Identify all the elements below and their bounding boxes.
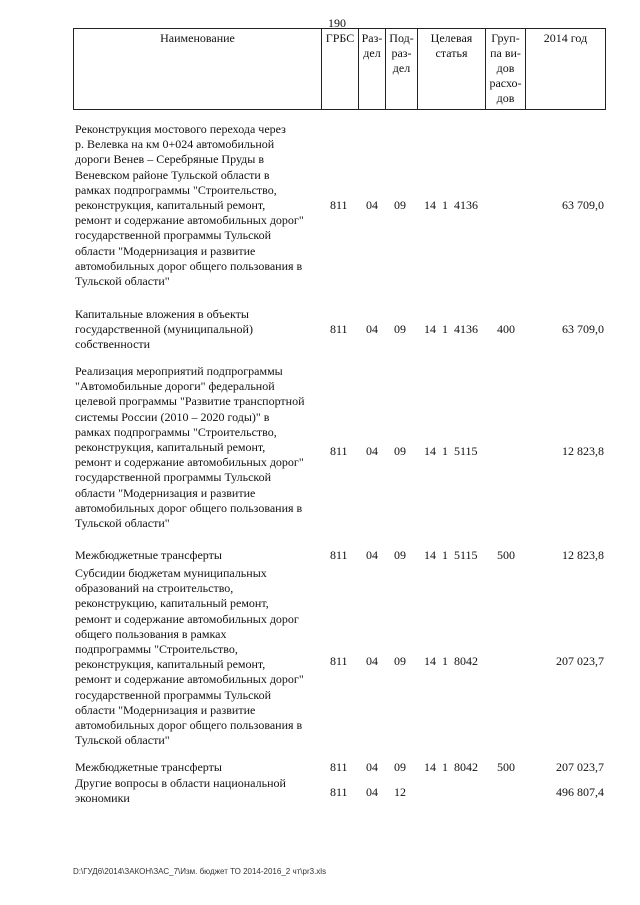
row-celevaya: 14 1 4136	[424, 322, 478, 336]
row-gruppa: 500	[497, 548, 515, 562]
row-grbs: 811	[330, 198, 348, 212]
row-gruppa: 400	[497, 322, 515, 336]
row-name: Капитальные вложения в объекты государственной (муниципальной) собственности	[75, 307, 253, 352]
row-name: Межбюджетные трансферты	[75, 548, 222, 562]
row-grbs: 811	[330, 548, 348, 562]
row-name: Реконструкция мостового перехода через р. Велевка на км 0+024 автомобильной дороги Венев – Серебряные Пруды в Веневском районе Тульской области в рамках подпрограммы "Строительство, реконструкция, капитальный ремонт, ремонт и содержание автомобильных дорог" государственной программы Тульской области "Модернизация и развитие автомобильных дорог общего пользования в Тульской области"	[75, 122, 304, 289]
row-celevaya: 14 1 5115	[424, 548, 478, 562]
header-celevaya: Целевая статья	[417, 28, 485, 110]
row-sum: 207 023,7	[556, 654, 604, 668]
header-year: 2014 год	[525, 28, 606, 110]
row-podrazdel: 12	[394, 785, 406, 799]
row-sum: 496 807,4	[556, 785, 604, 799]
row-razdel: 04	[366, 444, 378, 458]
header-razdel: Раз- дел	[358, 28, 385, 110]
row-sum: 12 823,8	[562, 548, 604, 562]
row-sum: 207 023,7	[556, 760, 604, 774]
row-celevaya: 14 1 4136	[424, 198, 478, 212]
row-podrazdel: 09	[394, 444, 406, 458]
page-number: 190	[328, 16, 346, 30]
row-razdel: 04	[366, 322, 378, 336]
row-name: Реализация мероприятий подпрограммы "Автомобильные дороги" федеральной целевой программы "Развитие транспортной системы России (2010 – 2020 годы)" в рамках подпрограммы "Строительство, реконструкция, капитальный ремонт, ремонт и содержание автомобильных дорог" государственной программы Тульской области "Модернизация и развитие автомобильных дорог общего пользования в Тульской области"	[75, 364, 305, 531]
row-razdel: 04	[366, 654, 378, 668]
row-podrazdel: 09	[394, 198, 406, 212]
row-razdel: 04	[366, 198, 378, 212]
row-sum: 63 709,0	[562, 322, 604, 336]
row-celevaya: 14 1 8042	[424, 760, 478, 774]
row-podrazdel: 09	[394, 654, 406, 668]
row-podrazdel: 09	[394, 322, 406, 336]
row-razdel: 04	[366, 785, 378, 799]
row-name: Межбюджетные трансферты	[75, 760, 222, 774]
row-grbs: 811	[330, 654, 348, 668]
header-podrazdel: Под- раз- дел	[385, 28, 417, 110]
row-celevaya: 14 1 8042	[424, 654, 478, 668]
row-celevaya: 14 1 5115	[424, 444, 478, 458]
row-grbs: 811	[330, 444, 348, 458]
row-podrazdel: 09	[394, 548, 406, 562]
row-sum: 63 709,0	[562, 198, 604, 212]
row-podrazdel: 09	[394, 760, 406, 774]
row-grbs: 811	[330, 322, 348, 336]
row-grbs: 811	[330, 760, 348, 774]
file-path-footer: D:\ГУД6\2014\ЗАКОН\ЗАС_7\Изм. бюджет ТО 2014-2016_2 чт\pr3.xls	[73, 867, 327, 876]
row-gruppa: 500	[497, 760, 515, 774]
header-gruppa: Груп- па ви- дов расхо- дов	[485, 28, 525, 110]
row-grbs: 811	[330, 785, 348, 799]
row-razdel: 04	[366, 760, 378, 774]
row-name: Другие вопросы в области национальной экономики	[75, 776, 286, 806]
header-grbs: ГРБС	[321, 28, 358, 110]
header-name: Наименование	[73, 28, 321, 110]
row-razdel: 04	[366, 548, 378, 562]
row-name: Субсидии бюджетам муниципальных образований на строительство, реконструкцию, капитальный ремонт, ремонт и содержание автомобильных дорог общего пользования в рамках подпрограммы "Строительство, реконструкция, капитальный ремонт, ремонт и содержание автомобильных дорог" государственной программы Тульской области "Модернизация и развитие автомобильных дорог общего пользования в Тульской области"	[75, 566, 304, 748]
row-sum: 12 823,8	[562, 444, 604, 458]
